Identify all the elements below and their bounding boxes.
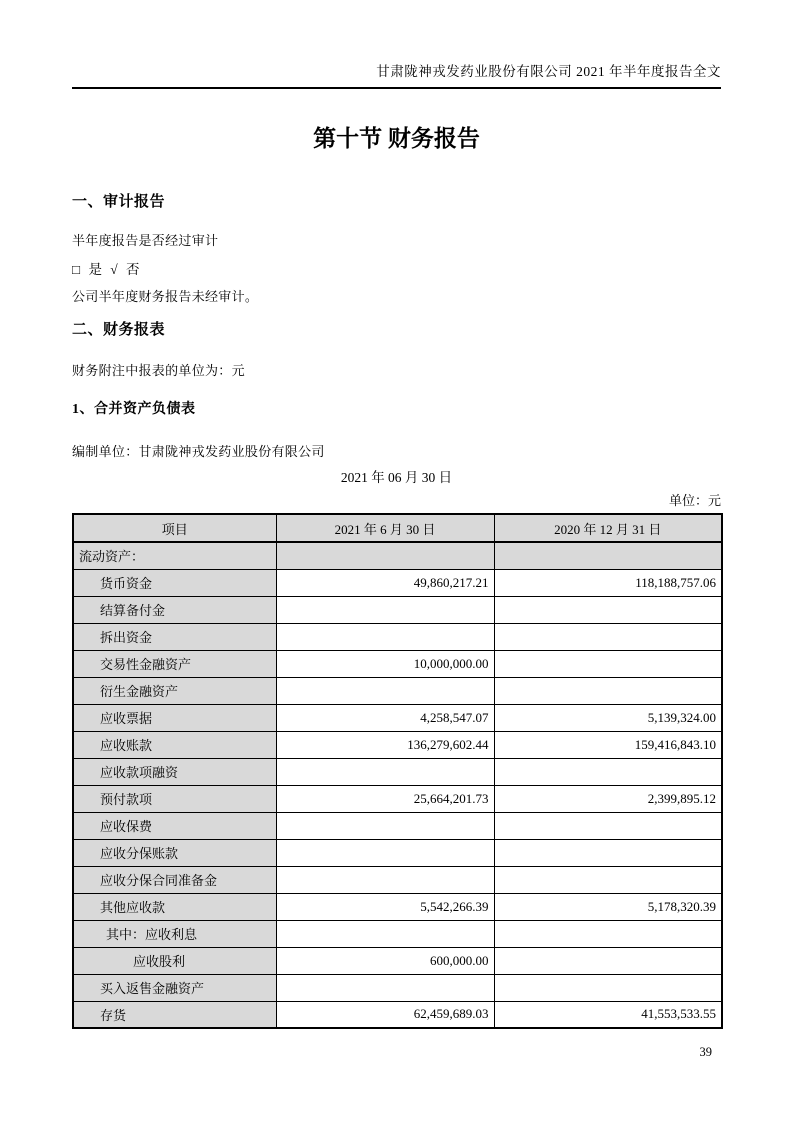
table-row [73, 758, 722, 785]
table-row [73, 623, 722, 650]
prepared-by-text: 编制单位：甘肃陇神戎发药业股份有限公司 [72, 444, 325, 459]
check-icon: √ [110, 262, 118, 277]
row-value: 10,000,000.00 [276, 650, 494, 677]
column-header-item: 项目 [73, 514, 276, 542]
table-row [73, 920, 722, 947]
row-value [276, 839, 494, 866]
table-row [73, 893, 722, 920]
subheading-balance-sheet: 1、合并资产负债表 [72, 402, 196, 417]
unit-note-text: 财务附注中报表的单位为：元 [72, 363, 245, 378]
row-value: 25,664,201.73 [276, 785, 494, 812]
table-row [73, 947, 722, 974]
row-value [494, 623, 722, 650]
no-label: 否 [126, 262, 140, 277]
row-value [276, 866, 494, 893]
column-header-2021: 2021 年 6 月 30 日 [276, 514, 494, 542]
row-value [276, 542, 494, 569]
row-value [494, 839, 722, 866]
yes-label: 是 [88, 262, 103, 277]
row-value: 159,416,843.10 [494, 731, 722, 758]
audit-answer-line [72, 258, 140, 278]
unit-label: 单位：元 [668, 493, 721, 508]
table-header [73, 514, 722, 542]
row-value [494, 920, 722, 947]
table-row [73, 596, 722, 623]
row-value: 5,139,324.00 [494, 704, 722, 731]
table-row [73, 974, 722, 1001]
table-row [73, 812, 722, 839]
row-label: 应收票据 [73, 704, 276, 731]
row-value: 118,188,757.06 [494, 569, 722, 596]
balance-sheet-table [72, 513, 723, 1029]
row-value [494, 542, 722, 569]
table-row [73, 650, 722, 677]
table-row [73, 785, 722, 812]
row-value [494, 947, 722, 974]
balance-sheet-body [73, 542, 722, 1028]
row-value [276, 623, 494, 650]
table-row [73, 1001, 722, 1028]
table-header-row [73, 514, 722, 542]
row-value [494, 596, 722, 623]
document-header-text: 甘肃陇神戎发药业股份有限公司 2021 年半年度报告全文 [376, 64, 721, 79]
table-row [73, 677, 722, 704]
row-label: 结算备付金 [73, 596, 276, 623]
row-value: 5,542,266.39 [276, 893, 494, 920]
column-header-2020: 2020 年 12 月 31 日 [494, 514, 722, 542]
row-value [494, 650, 722, 677]
row-label: 预付款项 [73, 785, 276, 812]
row-value [276, 596, 494, 623]
table-row [73, 542, 722, 569]
row-label: 应收保费 [73, 812, 276, 839]
row-value [276, 677, 494, 704]
row-label: 买入返售金融资产 [73, 974, 276, 1001]
row-value [276, 920, 494, 947]
row-value [276, 812, 494, 839]
row-label: 应收分保账款 [73, 839, 276, 866]
row-value [494, 677, 722, 704]
table-row [73, 704, 722, 731]
row-value: 4,258,547.07 [276, 704, 494, 731]
table-row [73, 569, 722, 596]
row-value [494, 812, 722, 839]
row-label: 拆出资金 [73, 623, 276, 650]
row-value: 41,553,533.55 [494, 1001, 722, 1028]
audit-question-text: 半年度报告是否经过审计 [72, 233, 219, 248]
row-value: 2,399,895.12 [494, 785, 722, 812]
row-label: 其他应收款 [73, 893, 276, 920]
row-value: 600,000.00 [276, 947, 494, 974]
row-label: 应收股利 [73, 947, 276, 974]
row-label: 货币资金 [73, 569, 276, 596]
row-value: 5,178,320.39 [494, 893, 722, 920]
row-value [276, 758, 494, 785]
row-value [494, 758, 722, 785]
row-value [494, 974, 722, 1001]
row-value: 49,860,217.21 [276, 569, 494, 596]
section-heading-audit: 一、审计报告 [72, 194, 166, 210]
page-number: 39 [699, 1045, 712, 1059]
row-label: 应收账款 [73, 731, 276, 758]
row-label: 应收分保合同准备金 [73, 866, 276, 893]
row-value: 62,459,689.03 [276, 1001, 494, 1028]
page-title: 第十节 财务报告 [313, 126, 480, 151]
row-label: 流动资产： [73, 542, 276, 569]
audit-conclusion-text: 公司半年度财务报告未经审计。 [72, 289, 259, 304]
row-value [494, 866, 722, 893]
table-row [73, 866, 722, 893]
table-row [73, 731, 722, 758]
checkbox-unchecked-icon: □ [72, 262, 81, 277]
section-heading-statements: 二、财务报表 [72, 322, 166, 338]
row-label: 其中：应收利息 [73, 920, 276, 947]
row-label: 衍生金融资产 [73, 677, 276, 704]
row-value: 136,279,602.44 [276, 731, 494, 758]
row-value [276, 974, 494, 1001]
table-row [73, 839, 722, 866]
row-label: 存货 [73, 1001, 276, 1028]
row-label: 应收款项融资 [73, 758, 276, 785]
statement-date: 2021 年 06 月 30 日 [340, 470, 453, 485]
row-label: 交易性金融资产 [73, 650, 276, 677]
document-header [72, 60, 721, 89]
